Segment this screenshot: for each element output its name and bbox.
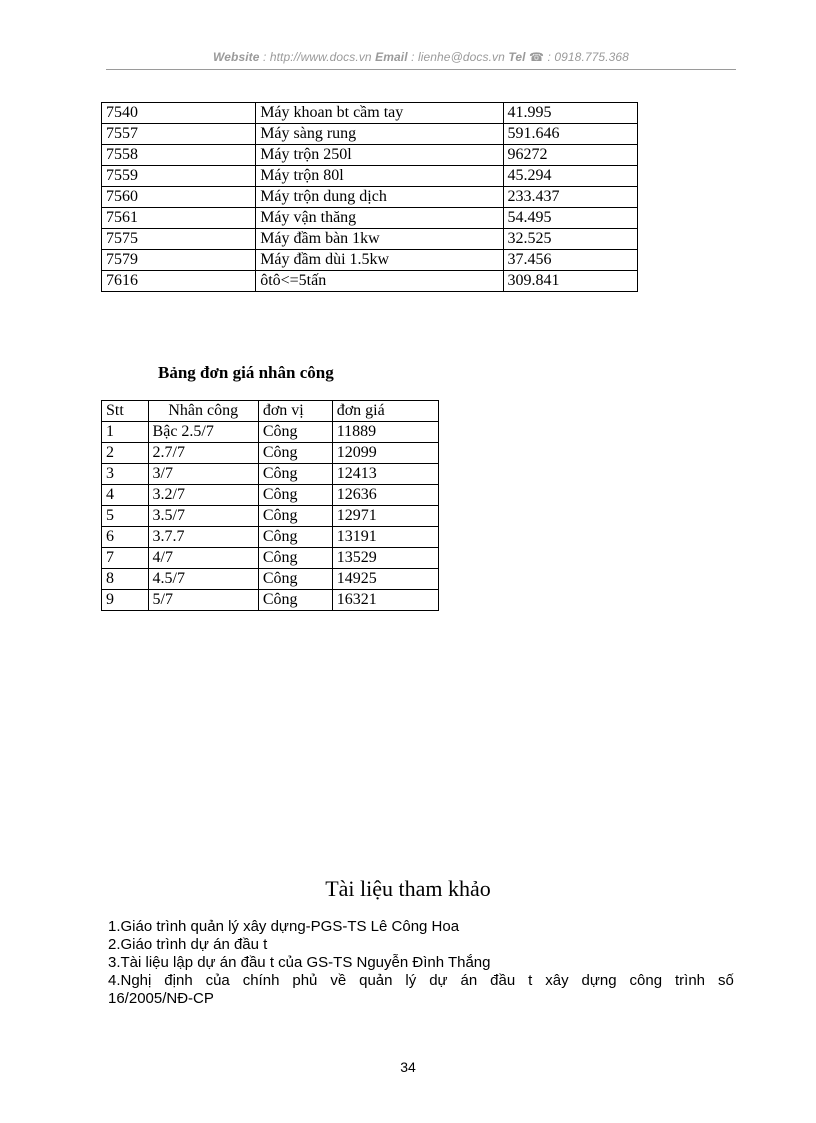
machine-code: 7559 — [102, 166, 256, 187]
labor-unit: Công — [258, 548, 332, 569]
labor-grade: 3.5/7 — [148, 506, 258, 527]
labor-grade: 5/7 — [148, 590, 258, 611]
reference-word: công — [629, 972, 663, 989]
phone-number: ☎ : 0918.775.368 — [525, 50, 629, 64]
labor-unit: Công — [258, 590, 332, 611]
labor-unit: Công — [258, 506, 332, 527]
labor-stt: 2 — [102, 443, 149, 464]
reference-word: xây — [545, 972, 569, 989]
labor-unit: Công — [258, 464, 332, 485]
machine-code: 7558 — [102, 145, 256, 166]
labor-table-title: Bảng đơn giá nhân công — [158, 363, 334, 382]
reference-word: của — [205, 972, 230, 989]
machine-name: Máy trộn 250l — [256, 145, 503, 166]
labor-price: 12636 — [332, 485, 438, 506]
machine-price: 233.437 — [503, 187, 638, 208]
table-row — [102, 443, 439, 464]
machine-name: Máy sàng rung — [256, 124, 503, 145]
machine-price: 37.456 — [503, 250, 638, 271]
machine-code: 7579 — [102, 250, 256, 271]
reference-word: đầu — [490, 972, 516, 989]
machine-code: 7561 — [102, 208, 256, 229]
machine-name: Máy trộn 80l — [256, 166, 503, 187]
header-price: đơn giá — [332, 401, 438, 422]
email-address[interactable]: : lienhe@docs.vn — [407, 50, 509, 64]
table-row — [102, 506, 439, 527]
reference-word: chính — [242, 972, 280, 989]
reference-word: về — [330, 972, 347, 989]
table-header-row — [102, 401, 439, 422]
references-list — [108, 918, 734, 1008]
labor-price: 12099 — [332, 443, 438, 464]
table-row — [102, 250, 638, 271]
machine-price: 309.841 — [503, 271, 638, 292]
labor-price: 11889 — [332, 422, 438, 443]
labor-grade: 2.7/7 — [148, 443, 258, 464]
machine-price: 96272 — [503, 145, 638, 166]
email-label: Email — [375, 50, 408, 64]
labor-grade: 4/7 — [148, 548, 258, 569]
machine-code: 7540 — [102, 103, 256, 124]
header-unit: đơn vị — [258, 401, 332, 422]
machine-name: Máy đầm bàn 1kw — [256, 229, 503, 250]
labor-price: 14925 — [332, 569, 438, 590]
labor-price: 13191 — [332, 527, 438, 548]
labor-grade: 3.7.7 — [148, 527, 258, 548]
labor-stt: 3 — [102, 464, 149, 485]
labor-price: 13529 — [332, 548, 438, 569]
labor-unit: Công — [258, 527, 332, 548]
reference-item: 3.Tài liệu lập dự án đầu t của GS-TS Nguyễn Đình Thắng — [108, 954, 491, 971]
table-row — [102, 590, 439, 611]
reference-word: quản — [359, 972, 393, 989]
table-row — [102, 485, 439, 506]
table-row — [102, 464, 439, 485]
machine-code: 7557 — [102, 124, 256, 145]
labor-unit: Công — [258, 443, 332, 464]
reference-item-4-cont: 16/2005/NĐ-CP — [108, 990, 214, 1007]
table-row — [102, 166, 638, 187]
references-title: Tài liệu tham khảo — [325, 876, 491, 901]
table-row — [102, 548, 439, 569]
page-number: 34 — [400, 1059, 416, 1075]
reference-word: án — [460, 972, 478, 989]
reference-word: dựng — [581, 972, 617, 989]
machine-price: 45.294 — [503, 166, 638, 187]
table-row — [102, 422, 439, 443]
labor-grade: 4.5/7 — [148, 569, 258, 590]
reference-word: định — [164, 972, 193, 989]
reference-item: 1.Giáo trình quản lý xây dựng-PGS-TS Lê Công Hoa — [108, 918, 460, 935]
machine-price: 591.646 — [503, 124, 638, 145]
header-stt: Stt — [102, 401, 149, 422]
reference-item-4 — [108, 972, 734, 990]
reference-word: lý — [405, 972, 417, 989]
labor-grade: Bậc 2.5/7 — [148, 422, 258, 443]
labor-unit: Công — [258, 569, 332, 590]
labor-unit: Công — [258, 422, 332, 443]
page-header — [106, 50, 736, 64]
machine-code: 7575 — [102, 229, 256, 250]
reference-word: dự — [429, 972, 448, 989]
labor-stt: 4 — [102, 485, 149, 506]
table-row — [102, 208, 638, 229]
table-row — [102, 569, 439, 590]
table-row — [102, 229, 638, 250]
machine-code: 7616 — [102, 271, 256, 292]
table-row — [102, 187, 638, 208]
website-url[interactable]: : http://www.docs.vn — [259, 50, 376, 64]
website-label: Website — [213, 50, 260, 64]
reference-word: 4.Nghị — [108, 972, 152, 989]
labor-price: 12971 — [332, 506, 438, 527]
reference-item: 2.Giáo trình dự án đầu t — [108, 936, 268, 953]
table-row — [102, 145, 638, 166]
table-row — [102, 124, 638, 145]
labor-stt: 6 — [102, 527, 149, 548]
tel-label: Tel — [508, 50, 526, 64]
machine-name: Máy vận thăng — [256, 208, 503, 229]
reference-word: t — [528, 972, 533, 989]
table-row — [102, 527, 439, 548]
machine-code: 7560 — [102, 187, 256, 208]
header-labor: Nhân công — [148, 401, 258, 422]
labor-price-table — [101, 400, 439, 611]
labor-price: 12413 — [332, 464, 438, 485]
machine-name: Máy đầm dùi 1.5kw — [256, 250, 503, 271]
labor-grade: 3/7 — [148, 464, 258, 485]
machine-price: 41.995 — [503, 103, 638, 124]
reference-word: trình — [675, 972, 706, 989]
machine-name: Máy trộn dung dịch — [256, 187, 503, 208]
machine-name: Máy khoan bt cầm tay — [256, 103, 503, 124]
labor-stt: 7 — [102, 548, 149, 569]
reference-word: phủ — [292, 972, 318, 989]
table-row — [102, 271, 638, 292]
labor-unit: Công — [258, 485, 332, 506]
reference-word: số — [717, 972, 734, 989]
labor-stt: 8 — [102, 569, 149, 590]
table-row — [102, 103, 638, 124]
machine-price-table — [101, 102, 638, 292]
machine-price: 32.525 — [503, 229, 638, 250]
labor-stt: 5 — [102, 506, 149, 527]
labor-grade: 3.2/7 — [148, 485, 258, 506]
labor-stt: 9 — [102, 590, 149, 611]
header-rule — [106, 69, 736, 70]
labor-stt: 1 — [102, 422, 149, 443]
machine-name: ôtô<=5tấn — [256, 271, 503, 292]
labor-price: 16321 — [332, 590, 438, 611]
machine-price: 54.495 — [503, 208, 638, 229]
